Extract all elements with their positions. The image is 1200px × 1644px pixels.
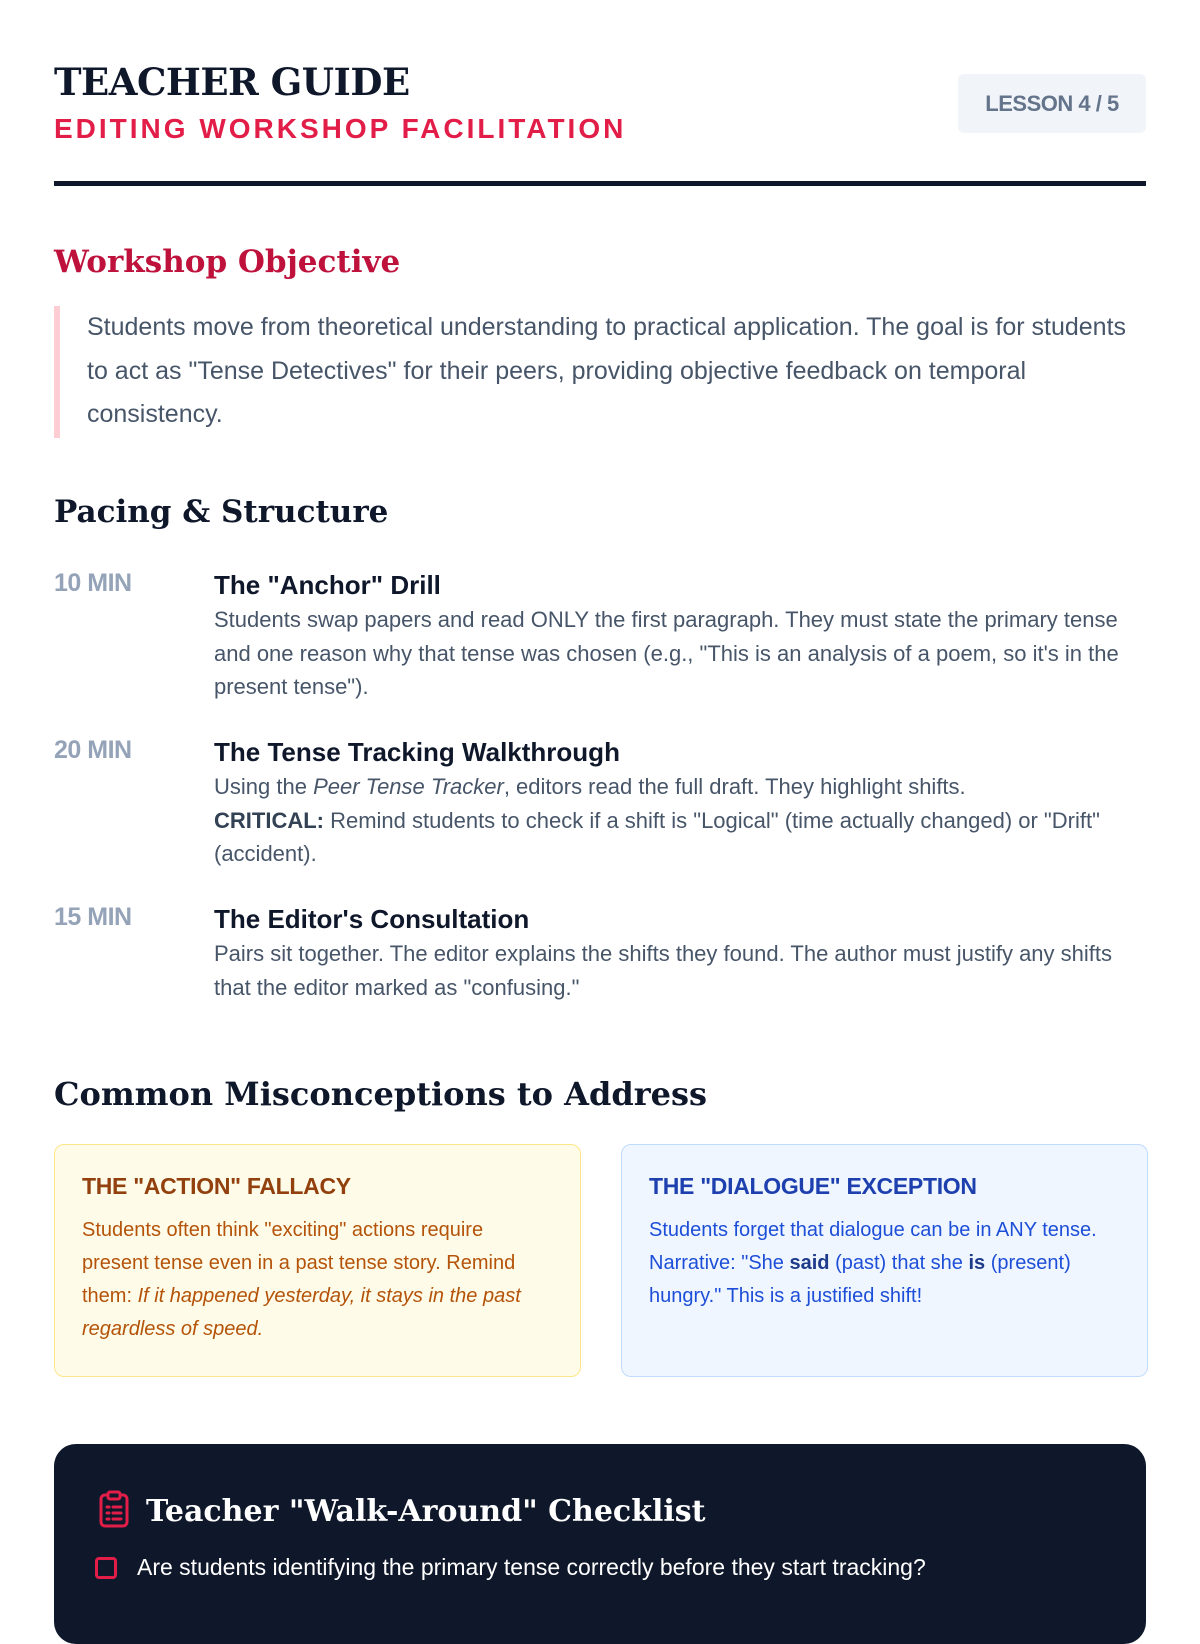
objective-heading: Workshop Objective — [54, 244, 401, 280]
card-text-body: Students often think "exciting" actions require present tense even in a past tense story. Remind them: — [82, 1219, 516, 1307]
checklist-title: Teacher "Walk-Around" Checklist — [146, 1494, 706, 1529]
dialogue-exception-card — [621, 1144, 1148, 1377]
pacing-time: 20 MIN — [54, 736, 132, 764]
action-fallacy-card — [54, 1144, 581, 1377]
card-text-body: Students forget that dialogue can be in ANY tense. Narrative: "She — [649, 1219, 1097, 1274]
clipboard-icon — [98, 1490, 130, 1533]
card-text-body: (past) that she — [829, 1252, 969, 1274]
page-header — [54, 0, 1146, 186]
card-text-emphasis: If it happened yesterday, it stays in the past regardless of speed. — [82, 1285, 521, 1340]
pacing-time: 10 MIN — [54, 569, 132, 597]
guide-title: TEACHER GUIDE — [54, 60, 410, 104]
card-text-bold: is — [968, 1252, 986, 1274]
checkbox[interactable] — [95, 1557, 117, 1579]
misconceptions-heading: Common Misconceptions to Address — [54, 1075, 707, 1113]
pacing-title: The Tense Tracking Walkthrough — [214, 737, 620, 767]
pacing-desc-text: Remind students to check if a shift is "Logical" (time actually changed) or "Drift" (accident). — [214, 807, 1100, 866]
peer-tense-tracker-ref: Peer Tense Tracker — [313, 774, 504, 799]
checklist-item-text: Are students identifying the primary tense correctly before they start tracking? — [137, 1554, 926, 1580]
checklist-header — [98, 1490, 706, 1533]
card-text-body: (present) hungry." This is a justified shift! — [649, 1252, 1071, 1307]
card-title: THE "DIALOGUE" EXCEPTION — [649, 1173, 977, 1199]
checklist-item[interactable] — [95, 1554, 926, 1581]
critical-label: CRITICAL: — [214, 807, 324, 833]
pacing-desc-text: , editors read the full draft. They highlight shifts. — [503, 774, 966, 799]
pacing-desc-text: Using the — [214, 774, 314, 799]
card-text — [82, 1214, 553, 1346]
card-title: THE "ACTION" FALLACY — [82, 1173, 351, 1199]
pacing-heading: Pacing & Structure — [54, 494, 389, 530]
pacing-title: The "Anchor" Drill — [214, 570, 441, 600]
card-text — [649, 1214, 1120, 1313]
pacing-description: Pairs sit together. The editor explains the shifts they found. The author must justify any shifts that the editor marked as "confusing." — [214, 941, 1112, 1000]
lesson-badge: LESSON 4 / 5 — [958, 74, 1146, 133]
objective-quote: Students move from theoretical understanding to practical application. The goal is for students to act as "Tense Detectives" for their peers, providing objective feedback on temporal consistency. — [54, 306, 1146, 438]
guide-subtitle: EDITING WORKSHOP FACILITATION — [54, 113, 627, 144]
pacing-title: The Editor's Consultation — [214, 904, 530, 934]
walk-around-checklist — [54, 1444, 1146, 1644]
pacing-description — [214, 770, 1154, 871]
card-text-bold: said — [789, 1252, 830, 1274]
pacing-time: 15 MIN — [54, 903, 132, 931]
pacing-description: Students swap papers and read ONLY the first paragraph. They must state the primary tense and one reason why that tense was chosen (e.g., "This is an analysis of a poem, so it's in the present tense"). — [214, 607, 1119, 699]
